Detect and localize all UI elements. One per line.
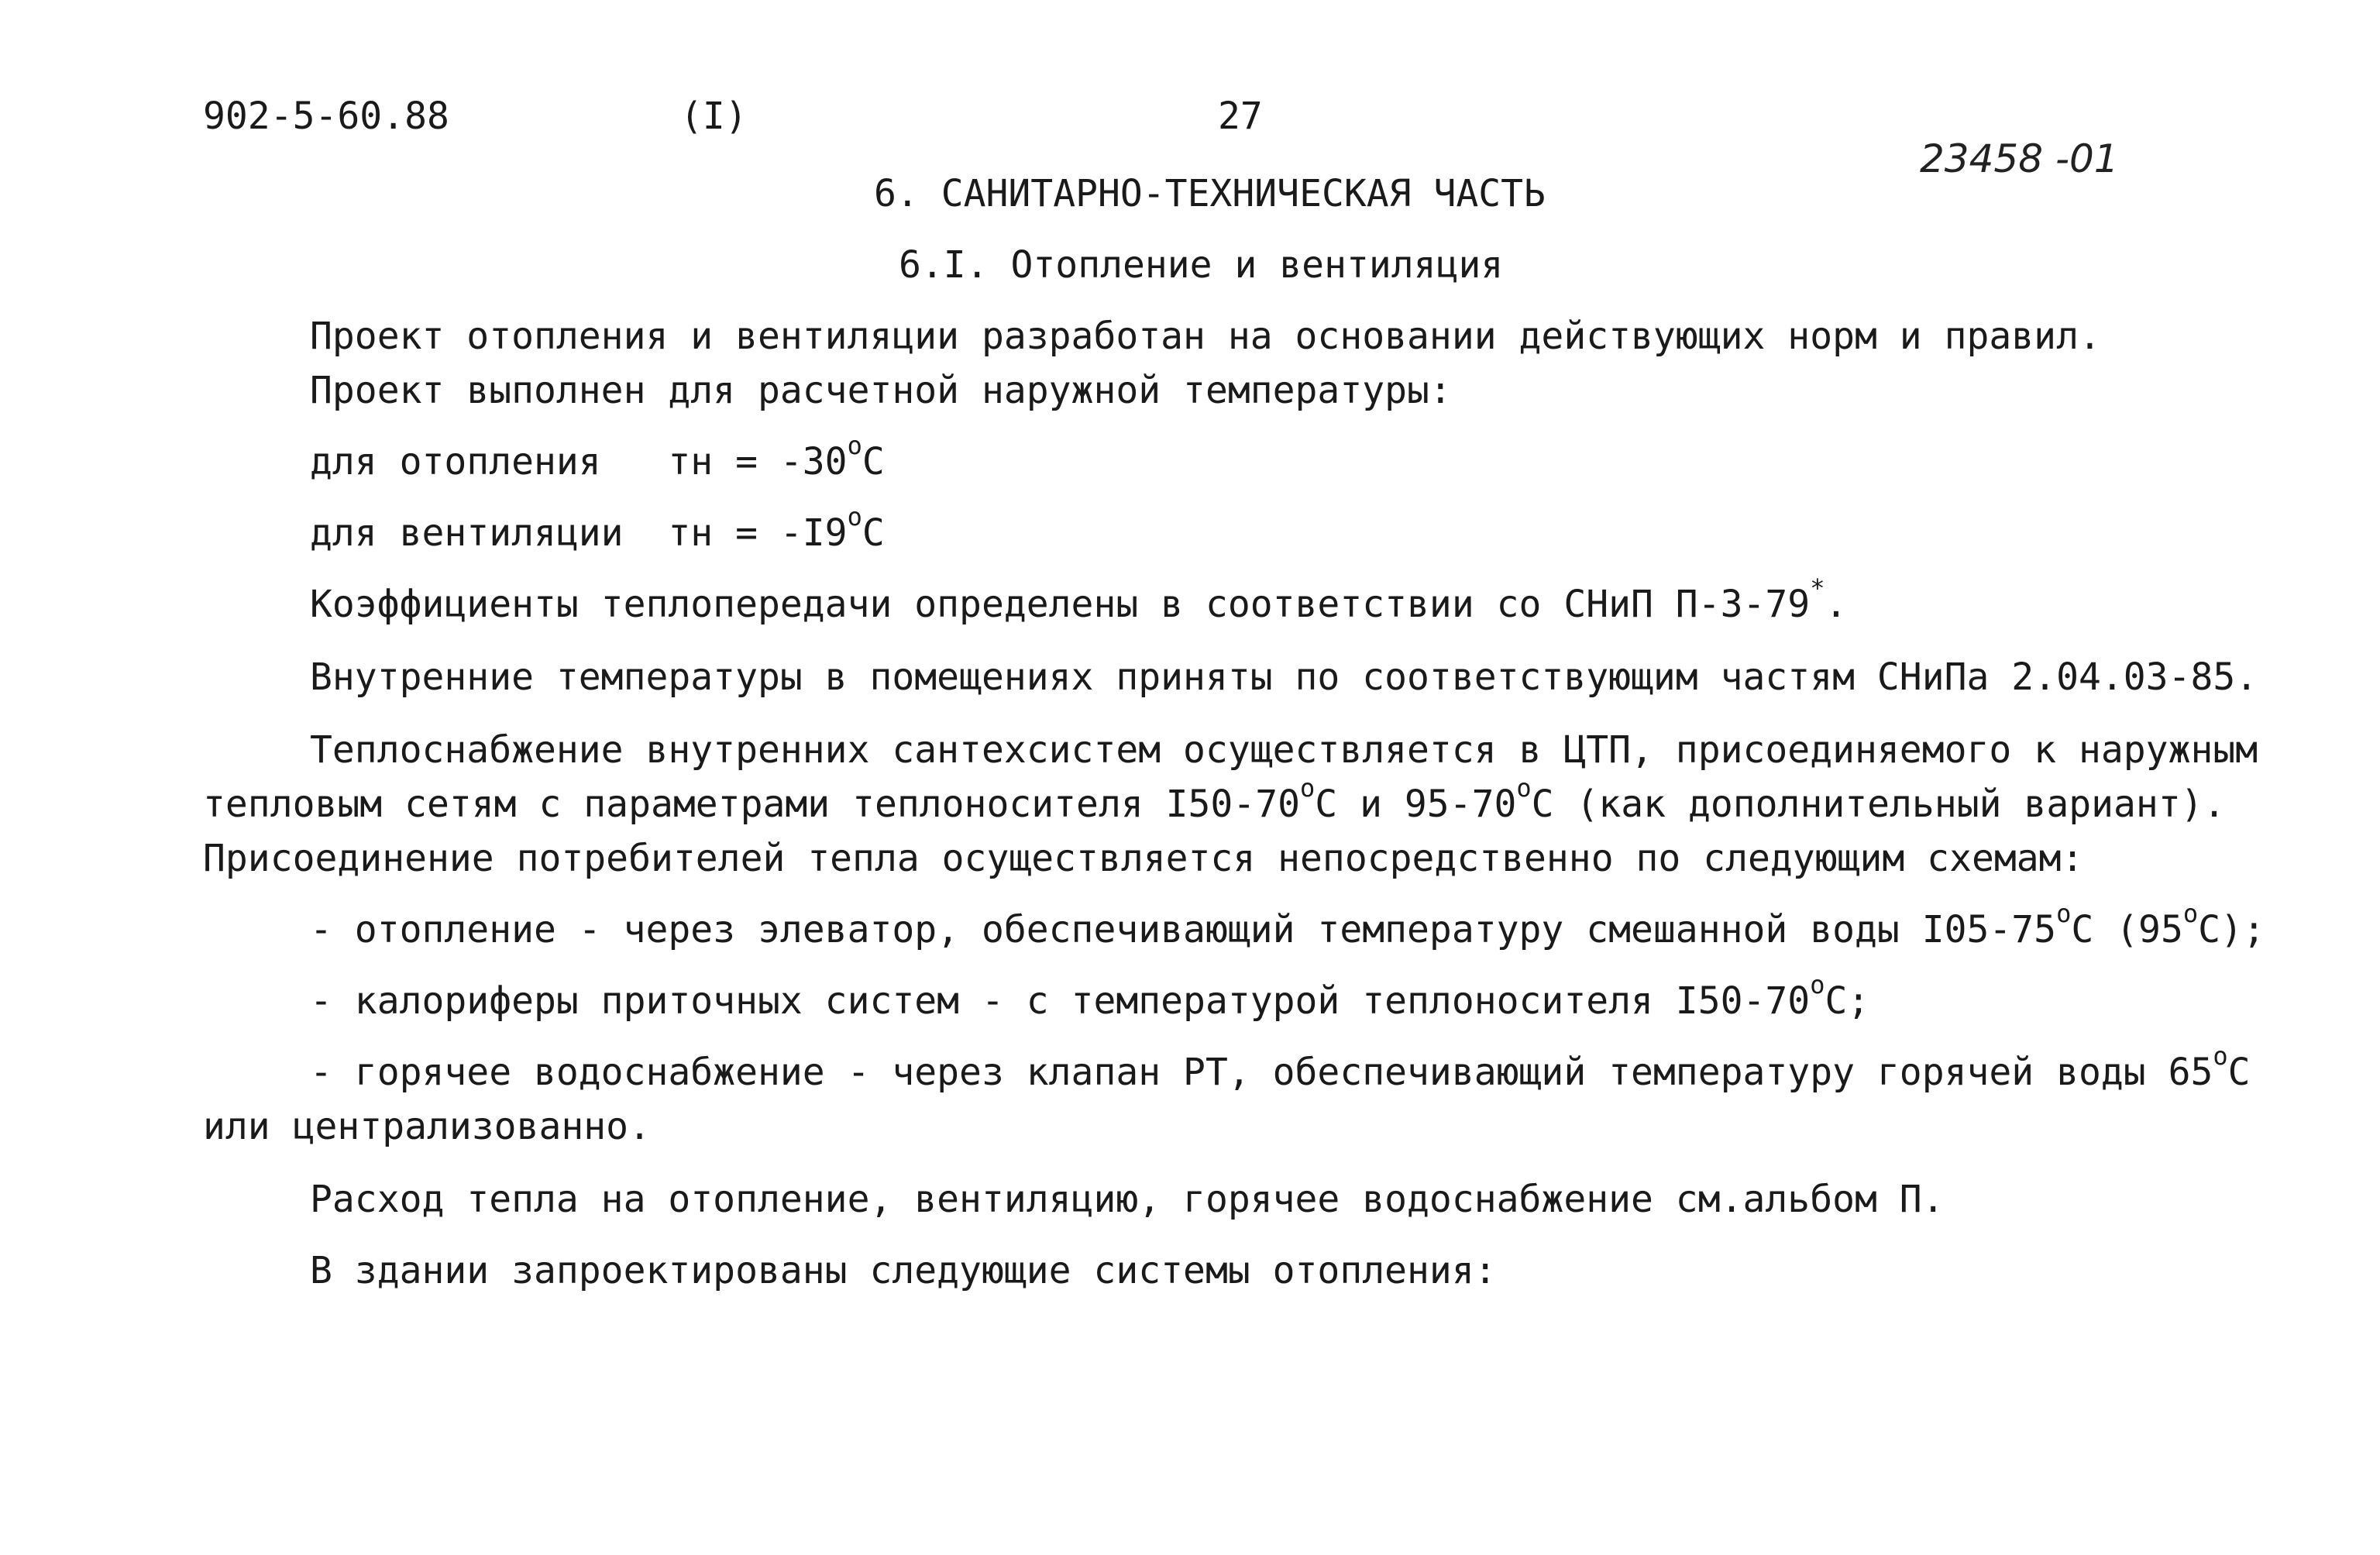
paragraph-line: Проект отопления и вентиляции разработан на основании действующих норм и правил. bbox=[310, 315, 2101, 358]
unit: С bbox=[862, 440, 885, 483]
line-part: С (как дополнительный вариант). bbox=[1531, 783, 2226, 826]
sheet-mark: (I) bbox=[680, 95, 748, 138]
list-item bbox=[310, 1041, 2251, 1094]
line-part: тепловым сетям с параметрами теплоносителя I50-70 bbox=[203, 783, 1301, 826]
line-part: С); bbox=[2198, 908, 2265, 951]
degree-sign: о bbox=[1516, 773, 1532, 803]
line-part: - отопление - через элеватор, обеспечивающий температуру смешанной воды I05-75 bbox=[310, 908, 2057, 951]
line-text: Коэффициенты теплопередачи определены в соответствии со СНиП П-3-79 bbox=[310, 583, 1811, 626]
ventilation-temp-line bbox=[310, 502, 885, 555]
paragraph-line: или централизованно. bbox=[203, 1105, 651, 1148]
document-code: 902-5-60.88 bbox=[203, 95, 449, 138]
degree-sign: о bbox=[2213, 1041, 2228, 1071]
unit: С bbox=[862, 511, 885, 555]
line-part: - горячее водоснабжение - через клапан РТ, обеспечивающий температуру горячей воды 65 bbox=[310, 1051, 2213, 1094]
paragraph-line: Проект выполнен для расчетной наружной температуры: bbox=[310, 369, 1452, 412]
line-part: С и 95-70 bbox=[1315, 783, 1517, 826]
section-title: 6. САНИТАРНО-ТЕХНИЧЕСКАЯ ЧАСТЬ bbox=[874, 172, 1546, 215]
paragraph-line: Присоединение потребителей тепла осуществляется непосредственно по следующим схемам: bbox=[203, 837, 2084, 880]
line-end: . bbox=[1825, 583, 1848, 626]
paragraph-line bbox=[310, 573, 1848, 626]
line-part: С (95 bbox=[2071, 908, 2183, 951]
degree-sign: о bbox=[2182, 899, 2199, 928]
line-part: С; bbox=[1825, 979, 1870, 1023]
list-item bbox=[310, 899, 2265, 951]
paragraph-line: Расход тепла на отопление, вентиляцию, горячее водоснабжение см.альбом П. bbox=[310, 1178, 1945, 1221]
heating-temp-line bbox=[310, 431, 885, 483]
ventilation-value: тн = -I9 bbox=[668, 511, 848, 555]
degree-sign: о bbox=[847, 502, 862, 532]
heating-label: для отопления bbox=[310, 440, 601, 483]
subsection-title: 6.I. Отопление и вентиляция bbox=[899, 243, 1504, 287]
paragraph-line bbox=[203, 773, 2226, 826]
list-item bbox=[310, 970, 1870, 1023]
ventilation-label: для вентиляции bbox=[310, 511, 624, 555]
degree-sign: о bbox=[1300, 773, 1316, 803]
degree-sign: о bbox=[847, 431, 862, 460]
paragraph-line: Теплоснабжение внутренних сантехсистем осуществляется в ЦТП, присоединяемого к наружным bbox=[310, 728, 2258, 772]
line-part: С bbox=[2227, 1051, 2251, 1094]
degree-sign: о bbox=[1810, 970, 1825, 999]
asterisk-mark: * bbox=[1810, 573, 1825, 603]
handwritten-inventory-number: 23458 -01 bbox=[1920, 136, 2119, 181]
paragraph-line: Внутренние температуры в помещениях приняты по соответствующим частям СНиПа 2.04.03-85. bbox=[310, 655, 2258, 699]
page-number: 27 bbox=[1218, 95, 1263, 138]
degree-sign: о bbox=[2056, 899, 2072, 928]
heating-value: тн = -30 bbox=[668, 440, 848, 483]
line-part: - калориферы приточных систем - с температурой теплоносителя I50-70 bbox=[310, 979, 1811, 1023]
paragraph-line: В здании запроектированы следующие системы отопления: bbox=[310, 1249, 1497, 1292]
